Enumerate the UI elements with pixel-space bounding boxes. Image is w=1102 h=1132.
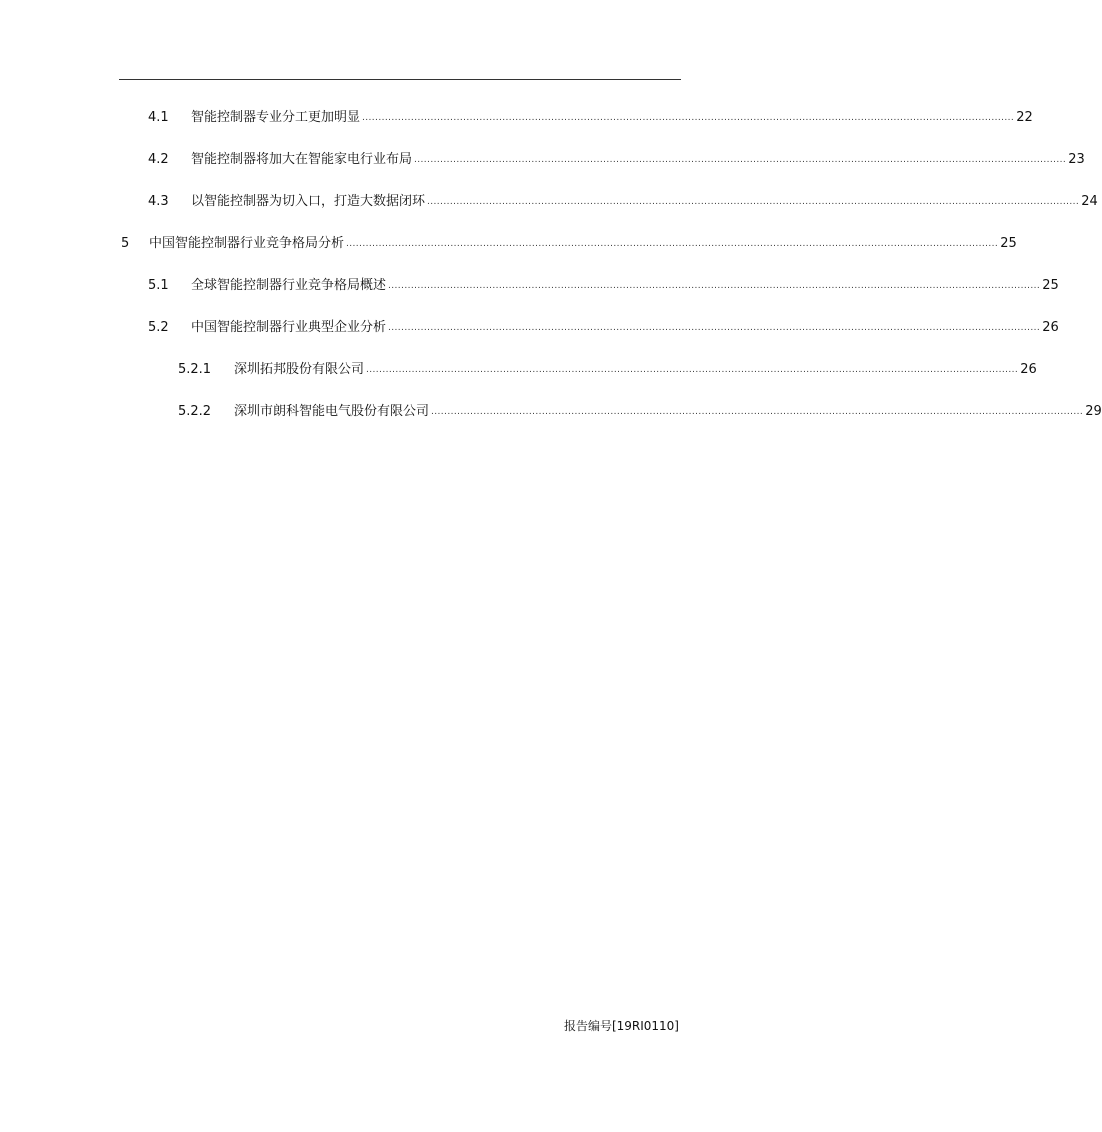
- toc-entry-number: 4.2: [148, 152, 169, 167]
- toc-entry-page: 25: [1000, 236, 1017, 251]
- toc-entry-5-2-1[interactable]: [178, 360, 1037, 380]
- toc-entry-5-2[interactable]: [148, 318, 1059, 338]
- toc-entry-page: 29: [1085, 404, 1102, 419]
- toc-dot-leader: ........................................................................................................................................................................................................: [388, 281, 1041, 291]
- toc-entry-title: 中国智能控制器行业竞争格局分析: [149, 236, 345, 251]
- toc-entry-page: 25: [1042, 278, 1059, 293]
- toc-entry-4-1[interactable]: [148, 108, 1033, 128]
- toc-entry-number: 5.2: [148, 320, 169, 335]
- toc-entry-title: 深圳市朗科智能电气股份有限公司: [234, 404, 430, 419]
- toc-entry-number: 4.3: [148, 194, 169, 209]
- toc-entry-5-2-2[interactable]: [178, 402, 1102, 422]
- toc-dot-leader: ........................................................................................................................................................................................................: [388, 323, 1041, 333]
- toc-entry-number: 4.1: [148, 110, 169, 125]
- toc-entry-number: 5.2.2: [178, 404, 212, 419]
- toc-entry-title: 中国智能控制器行业典型企业分析: [191, 320, 387, 335]
- toc-entry-number: 5.1: [148, 278, 169, 293]
- toc-entry-page: 26: [1020, 362, 1037, 377]
- report-code: 报告编号[19RI0110]: [563, 1019, 679, 1033]
- toc-entry-number: 5.2.1: [178, 362, 212, 377]
- toc-entry-5[interactable]: [121, 234, 1017, 254]
- toc-dot-leader: ........................................................................................................................................................................................................: [431, 407, 1084, 417]
- toc-entry-title: 以智能控制器为切入口，打造大数据闭环: [191, 194, 426, 209]
- toc-entry-page: 24: [1081, 194, 1098, 209]
- toc-dot-leader: ........................................................................................................................................................................................................: [414, 155, 1067, 165]
- toc-dot-leader: ........................................................................................................................................................................................................: [427, 197, 1080, 207]
- toc-entry-title: 智能控制器专业分工更加明显: [191, 110, 361, 125]
- toc-entry-title: 全球智能控制器行业竞争格局概述: [191, 278, 387, 293]
- toc-entry-4-2[interactable]: [148, 150, 1085, 170]
- toc-dot-leader: ........................................................................................................................................................................................................: [366, 365, 1019, 375]
- toc-entry-title: 深圳拓邦股份有限公司: [234, 362, 365, 377]
- toc-entry-title: 智能控制器将加大在智能家电行业布局: [191, 152, 413, 167]
- toc-dot-leader: ........................................................................................................................................................................................................: [346, 239, 999, 249]
- toc-entry-page: 22: [1016, 110, 1033, 125]
- toc-entry-page: 26: [1042, 320, 1059, 335]
- toc-entry-5-1[interactable]: [148, 276, 1059, 296]
- toc-entry-page: 23: [1068, 152, 1085, 167]
- toc-entry-4-3[interactable]: [148, 192, 1098, 212]
- toc-dot-leader: ........................................................................................................................................................................................................: [362, 113, 1015, 123]
- toc-entry-number: 5: [121, 236, 130, 251]
